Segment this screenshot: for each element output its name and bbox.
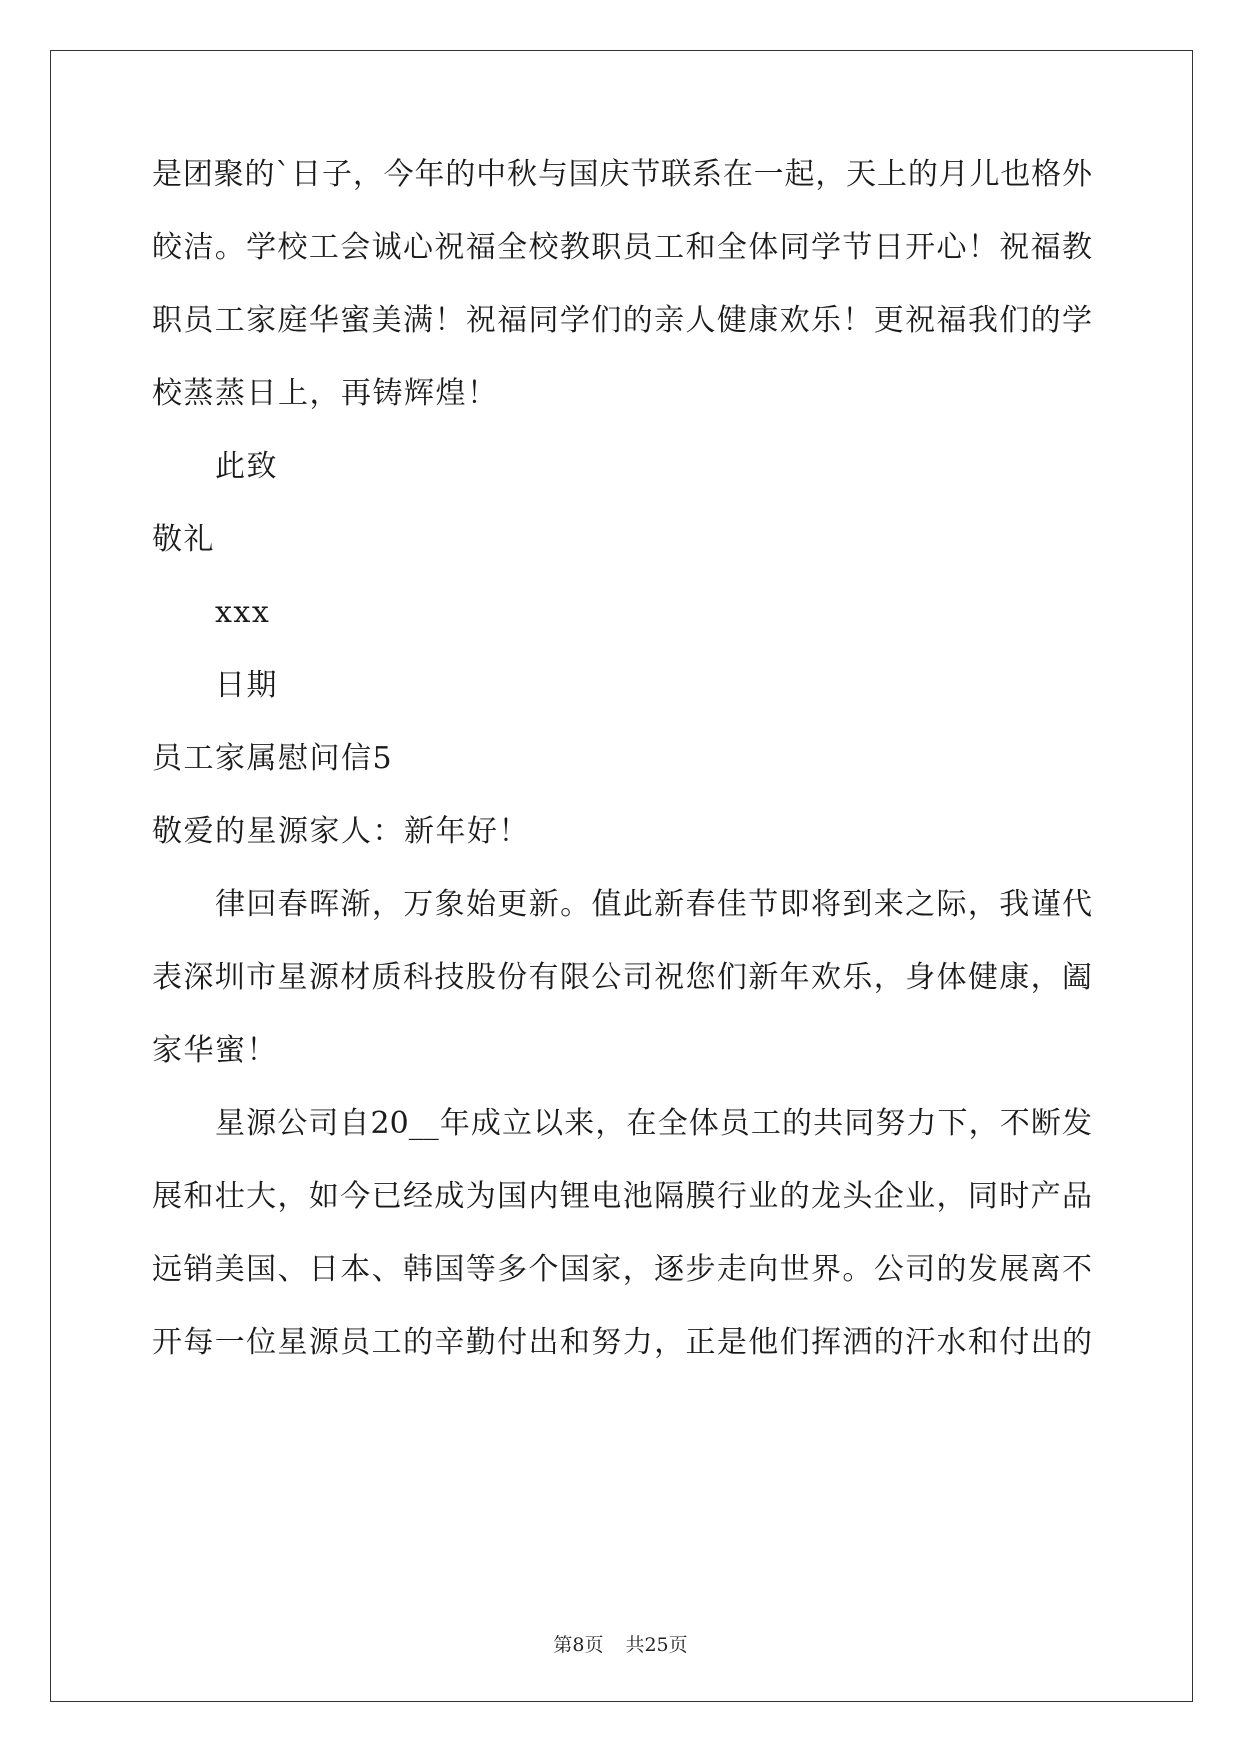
closing-salutation: 此致 [215,449,278,484]
page-number: 第8页 [553,1634,604,1656]
body-text-line: 表深圳市星源材质科技股份有限公司祝您们新年欢乐，身体健康，阖 [152,960,1092,995]
signature-name: xxx [215,595,271,630]
letter-greeting: 敬爱的星源家人：新年好！ [152,814,530,849]
body-text-line: 远销美国、日本、韩国等多个国家，逐步走向世界。公司的发展离不 [152,1252,1092,1287]
body-text-line: 皎洁。学校工会诚心祝福全校教职员工和全体同学节日开心！祝福教 [152,230,1092,265]
body-text-line: 家华蜜！ [152,1033,278,1068]
page-footer [0,1632,1241,1658]
body-text-line: 律回春晖渐，万象始更新。值此新春佳节即将到来之际，我谨代 [215,887,1092,922]
body-text-line: 开每一位星源员工的辛勤付出和努力，正是他们挥洒的汗水和付出的 [152,1325,1092,1360]
body-text-line: 展和壮大，如今已经成为国内锂电池隔膜行业的龙头企业，同时产品 [152,1179,1092,1214]
page-total: 共25页 [625,1634,688,1656]
body-text-line: 校蒸蒸日上，再铸辉煌！ [152,376,499,411]
signature-date: 日期 [215,668,278,703]
body-text-line: 是团聚的`日子，今年的中秋与国庆节联系在一起，天上的月儿也格外 [152,157,1092,192]
section-title: 员工家属慰问信5 [152,741,394,776]
closing-regards: 敬礼 [152,522,215,557]
body-text-line: 星源公司自20__年成立以来，在全体员工的共同努力下，不断发 [215,1106,1092,1141]
page-border [50,50,1193,1702]
body-text-line: 职员工家庭华蜜美满！祝福同学们的亲人健康欢乐！更祝福我们的学 [152,303,1092,338]
